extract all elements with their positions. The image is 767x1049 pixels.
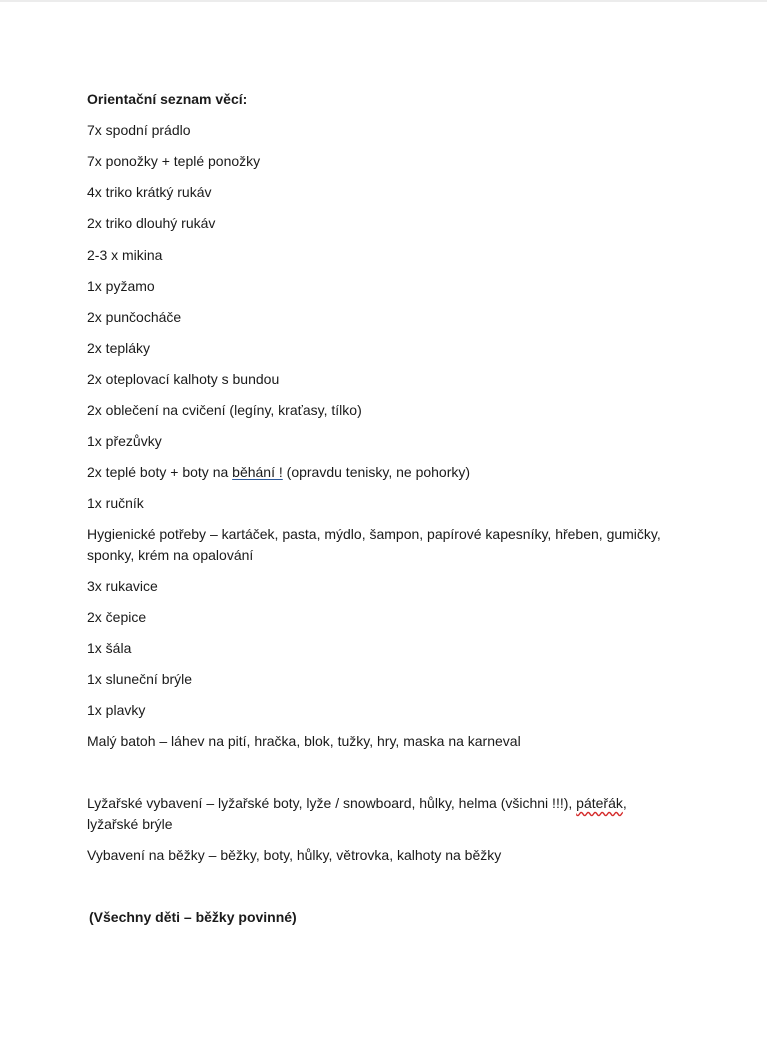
list-item: 1x plavky (87, 702, 146, 718)
list-item: 7x ponožky + teplé ponožky (87, 153, 261, 169)
list-item: 3x rukavice (87, 578, 158, 594)
list-item: 2x čepice (87, 609, 147, 625)
list-item-boots (87, 462, 470, 483)
list-item-hygiene-line1: Hygienické potřeby – kartáček, pasta, mýdlo, šampon, papírové kapesníky, hřeben, gumičky, (87, 526, 661, 542)
list-item-ski-line2: lyžařské brýle (87, 816, 173, 832)
grammar-underlined-text: běhání ! (232, 464, 283, 480)
list-item: 2x triko dlouhý rukáv (87, 215, 216, 231)
list-item: 1x sluneční brýle (87, 671, 193, 687)
list-item: Malý batoh – láhev na pití, hračka, blok, tužky, hry, maska na karneval (87, 733, 521, 749)
list-item: 1x šála (87, 640, 132, 656)
list-item: 1x ručník (87, 495, 144, 511)
spellcheck-underlined-text: páteřák (576, 795, 623, 811)
list-item-ski-line1 (87, 793, 627, 814)
list-item: 1x přezůvky (87, 433, 162, 449)
list-item: 2x tepláky (87, 340, 151, 356)
list-item: 7x spodní prádlo (87, 122, 191, 138)
boots-text: 2x teplé boty + boty na (87, 464, 233, 480)
list-item: 2x oteplovací kalhoty s bundou (87, 371, 280, 387)
list-item: 2x punčocháče (87, 309, 182, 325)
list-item: 2x oblečení na cvičení (legíny, kraťasy, tílko) (87, 402, 362, 418)
list-item: 4x triko krátký rukáv (87, 184, 212, 200)
list-item-crosscountry: Vybavení na běžky – běžky, boty, hůlky, větrovka, kalhoty na běžky (87, 847, 502, 863)
list-heading: Orientační seznam věcí: (87, 91, 248, 107)
list-item: 1x pyžamo (87, 278, 155, 294)
list-item-hygiene-line2: sponky, krém na opalování (87, 547, 254, 563)
ski-text: Lyžařské vybavení – lyžařské boty, lyže / snowboard, hůlky, helma (všichni !!!), (87, 795, 577, 811)
note-mandatory: (Všechny děti – běžky povinné) (89, 909, 297, 925)
list-item: 2-3 x mikina (87, 247, 163, 263)
boots-note: (opravdu tenisky, ne pohorky) (282, 464, 471, 480)
ski-comma: , (622, 795, 627, 811)
